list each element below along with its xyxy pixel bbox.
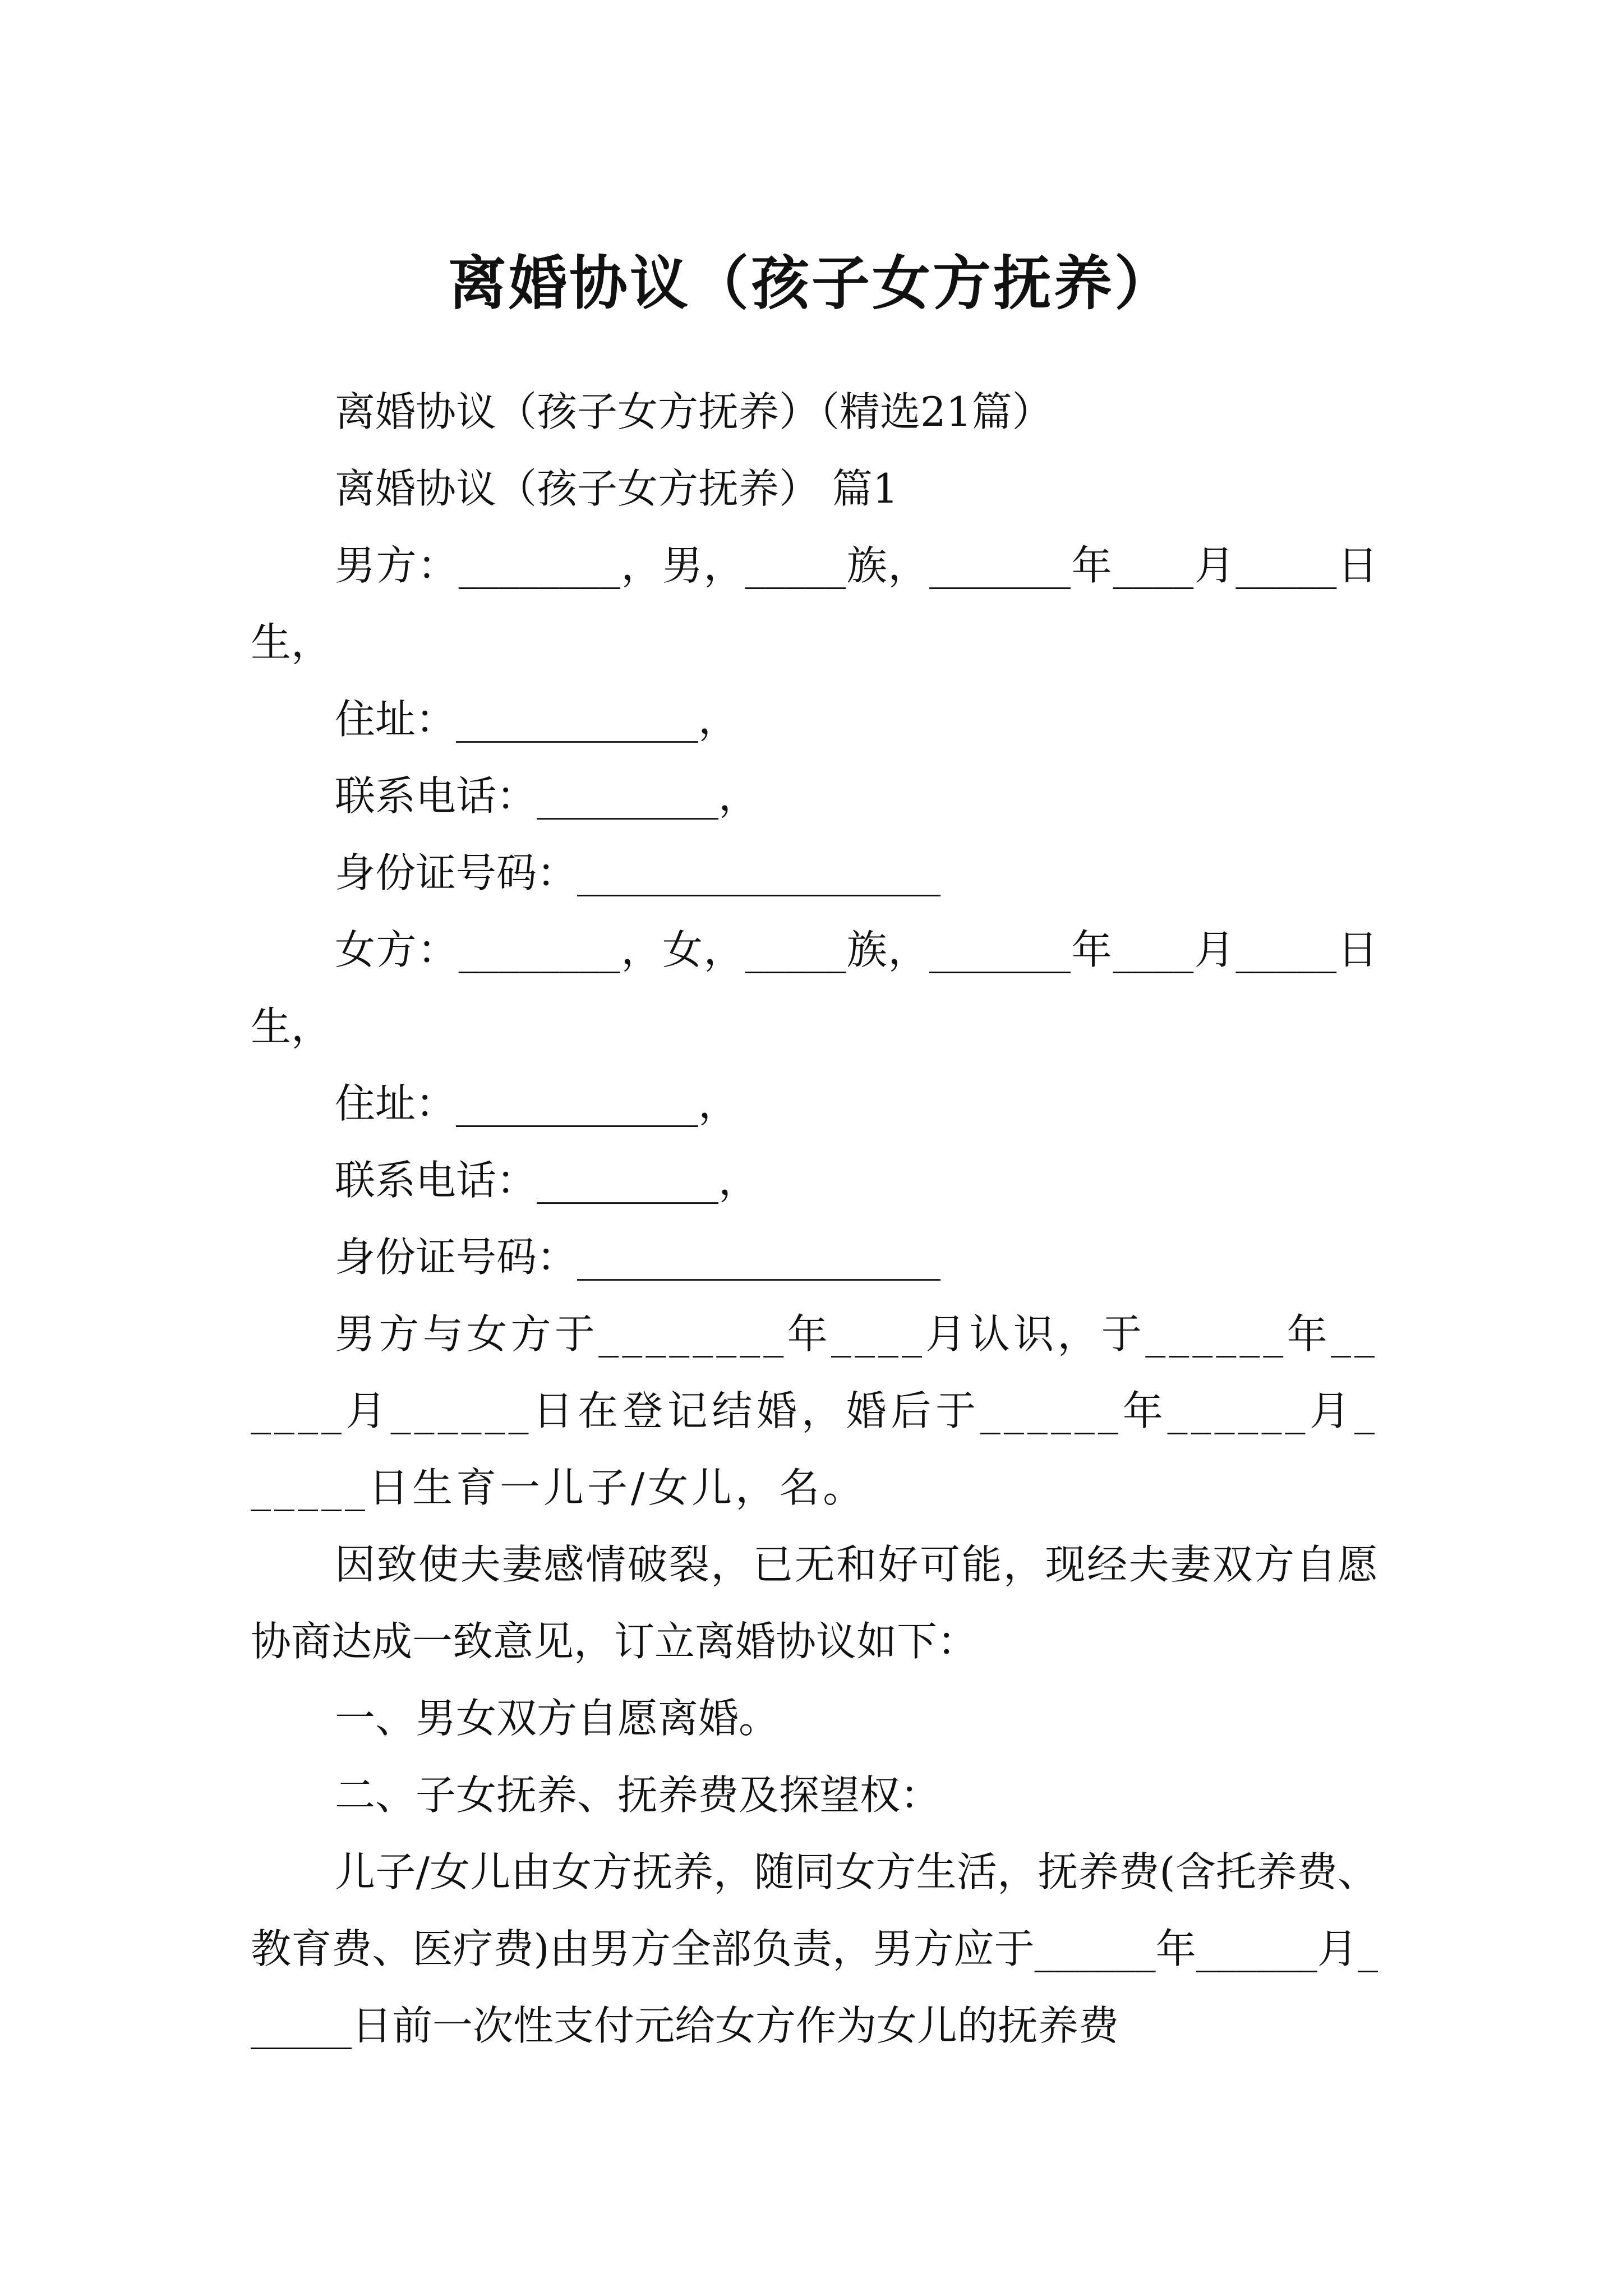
- paragraph-male-phone: 联系电话：_________，: [335, 772, 759, 820]
- paragraph-male-party: 男方：________，男，_____族，_______年____月_____日生，: [251, 542, 1378, 666]
- paragraph-clause-one: 一、男女双方自愿离婚。: [335, 1695, 780, 1742]
- paragraph-female-address: 住址：____________，: [335, 1080, 739, 1127]
- paragraph-clause-two-heading: 二、子女抚养、抚养费及探望权：: [335, 1772, 941, 1819]
- paragraph-female-phone: 联系电话：_________，: [335, 1157, 759, 1204]
- paragraph-article-heading: 离婚协议（孩子女方抚养） 篇1: [335, 465, 898, 512]
- paragraph-marriage-history: 男方与女方于________年____月认识，于______年______月______日在登记结婚，婚后于______年______月______日生育一儿子/女儿，名。: [251, 1310, 1378, 1511]
- document-title: 离婚协议（孩子女方抚养）: [448, 249, 1175, 318]
- paragraph-divorce-reason: 因致使夫妻感情破裂，已无和好可能，现经夫妻双方自愿协商达成一致意见，订立离婚协议如下：: [251, 1541, 1378, 1665]
- paragraph-female-id-number: 身份证号码：__________________: [335, 1234, 941, 1281]
- document-body: [251, 374, 1378, 2064]
- paragraph-collection-title: 离婚协议（孩子女方抚养）（精选21篇）: [335, 388, 1053, 435]
- paragraph-female-party: 女方：________，女，_____族，_______年____月_____日生，: [251, 926, 1378, 1050]
- paragraph-child-support: 儿子/女儿由女方抚养，随同女方生活，抚养费(含托养费、教育费、医疗费)由男方全部负责，男方应于______年______月______日前一次性支付元给女方作为女儿的抚养费: [251, 1848, 1378, 2049]
- paragraph-male-address: 住址：____________，: [335, 696, 739, 743]
- paragraph-male-id-number: 身份证号码：__________________: [335, 849, 941, 896]
